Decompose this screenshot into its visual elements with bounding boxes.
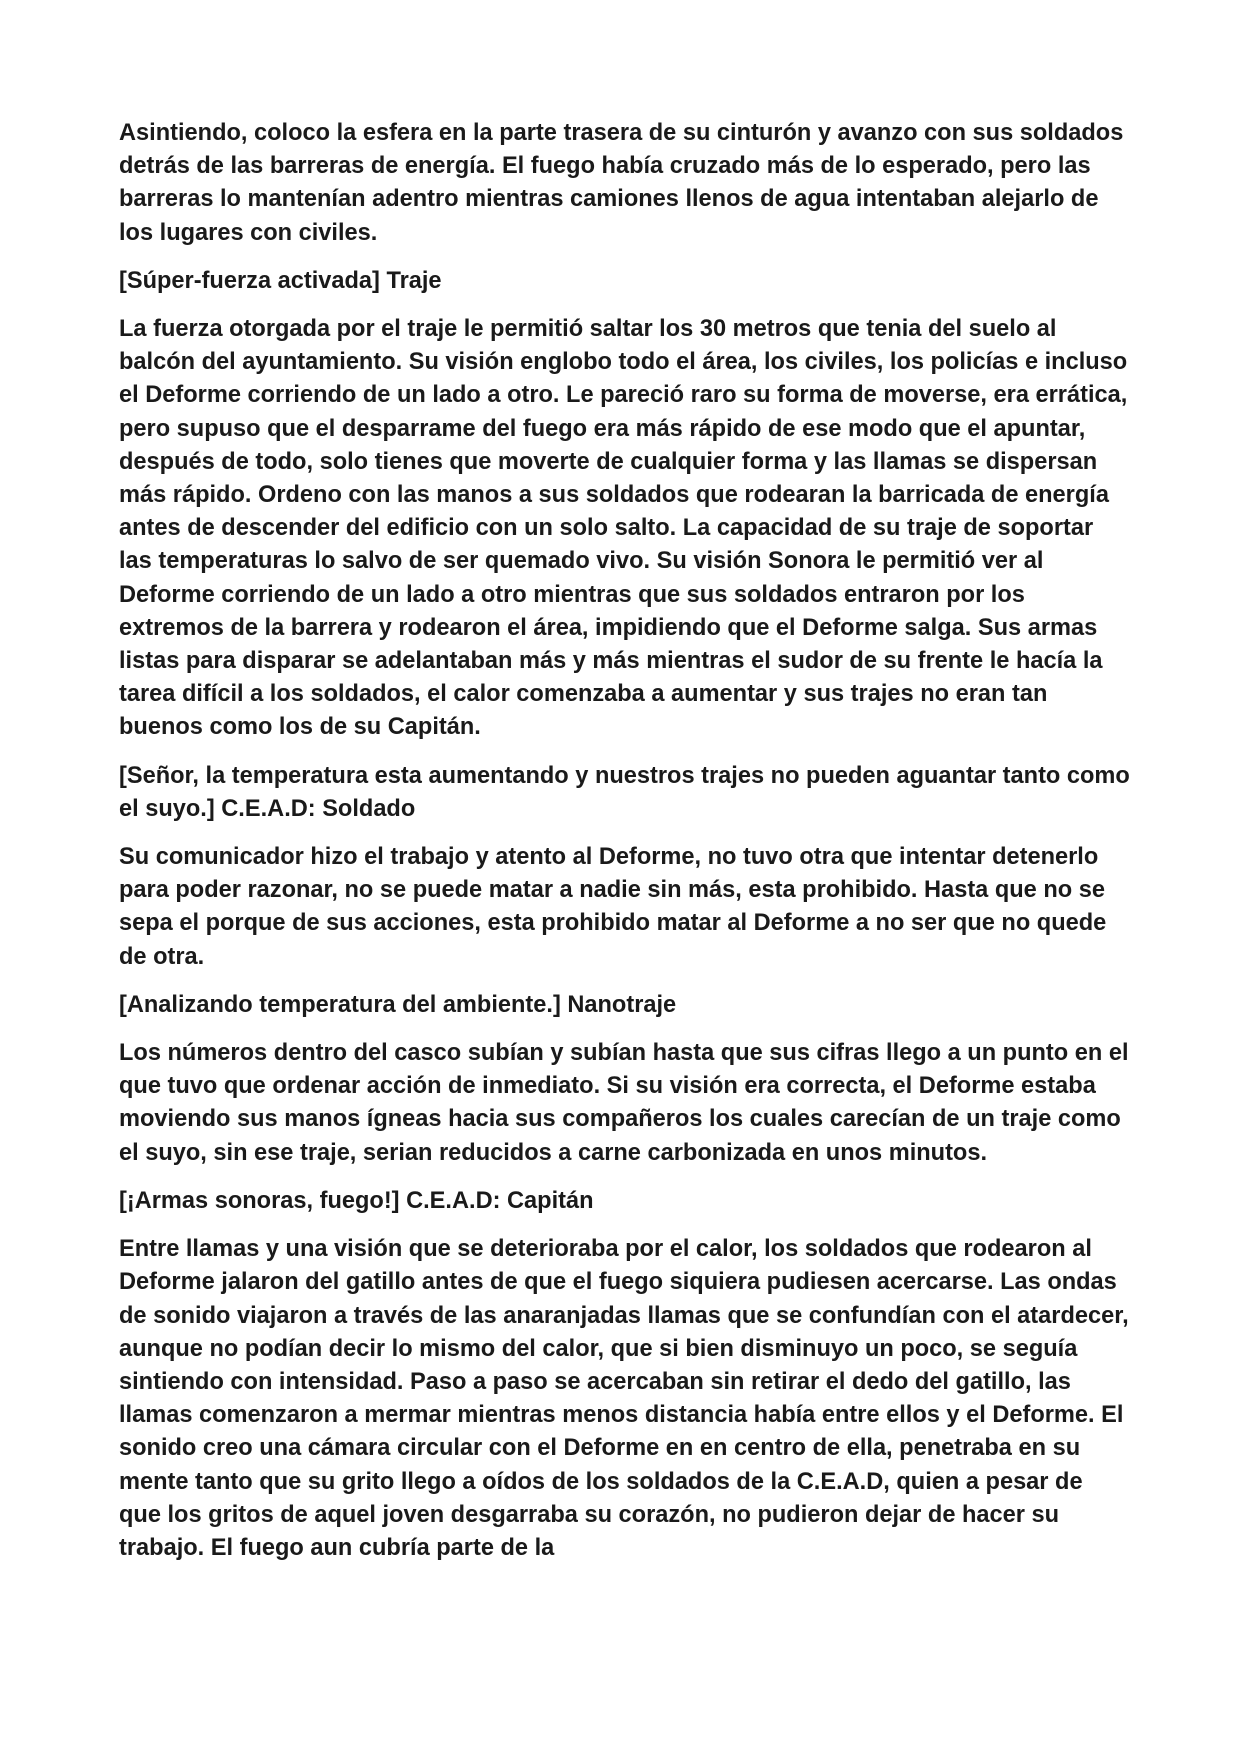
paragraph-2: La fuerza otorgada por el traje le permitió saltar los 30 metros que tenia del suelo al balcón del ayuntamiento. Su visión englobo todo el área, los civiles, los policías e incluso el Deforme corriendo de un lado a otro. Le pareció raro su forma de moverse, era errática, pero supuso que el desparrame del fuego era más rápido de ese modo que el apuntar, después de todo, solo tienes que moverte de cualquier forma y las llamas se dispersan más rápido. Ordeno con las manos a sus soldados que rodearan la barricada de energía antes de descender del edificio con un solo salto. La capacidad de su traje de soportar las temperaturas lo salvo de ser quemado vivo. Su visión Sonora le permitió ver al Deforme corriendo de un lado a otro mientras que sus soldados entraron por los extremos de la barrera y rodearon el área, impidiendo que el Deforme salga. Sus armas listas para disparar se adelantaban más y más mientras el sudor de su frente le hacía la tarea difícil a los soldados, el calor comenzaba a aumentar y sus trajes no eran tan buenos como los de su Capitán. [119, 316, 1128, 741]
paragraph-3: Su comunicador hizo el trabajo y atento al Deforme, no tuvo otra que intentar detenerlo para poder razonar, no se puede matar a nadie sin más, esta prohibido. Hasta que no se sepa el porque de sus acciones, esta prohibido matar al Deforme a no ser que no quede de otra. [119, 844, 1107, 970]
document-body [119, 117, 1131, 1580]
speaker-line-3: [Analizando temperatura del ambiente.] Nanotraje [119, 991, 677, 1018]
paragraph-1: Asintiendo, coloco la esfera en la parte trasera de su cinturón y avanzo con sus soldados detrás de las barreras de energía. El fuego había cruzado más de lo esperado, pero las barreras lo mantenían adentro mientras camiones llenos de agua intentaban alejarlo de los lugares con civiles. [119, 120, 1124, 246]
paragraph-4: Los números dentro del casco subían y subían hasta que sus cifras llego a un punto en el que tuvo que ordenar acción de inmediato. Si su visión era correcta, el Deforme estaba moviendo sus manos ígneas hacia sus compañeros los cuales carecían de un traje como el suyo, sin ese traje, serian reducidos a carne carbonizada en unos minutos. [119, 1040, 1129, 1166]
speaker-line-2: [Señor, la temperatura esta aumentando y nuestros trajes no pueden aguantar tanto como el suyo.] C.E.A.D: Soldado [119, 762, 1130, 822]
speaker-line-1: [Súper-fuerza activada] Traje [119, 267, 442, 294]
speaker-line-4: [¡Armas sonoras, fuego!] C.E.A.D: Capitán [119, 1187, 594, 1214]
paragraph-5: Entre llamas y una visión que se deterioraba por el calor, los soldados que rodearon al Deforme jalaron del gatillo antes de que el fuego siquiera pudiesen acercarse. Las ondas de sonido viajaron a través de las anaranjadas llamas que se confundían con el atardecer, aunque no podían decir lo mismo del calor, que si bien disminuyo un poco, se seguía sintiendo con intensidad. Paso a paso se acercaban sin retirar el dedo del gatillo, las llamas comenzaron a mermar mientras menos distancia había entre ellos y el Deforme. El sonido creo una cámara circular con el Deforme en en centro de ella, penetraba en su mente tanto que su grito llego a oídos de los soldados de la C.E.A.D, quien a pesar de que los gritos de aquel joven desgarraba su corazón, no pudieron dejar de hacer su trabajo. El fuego aun cubría parte de la [119, 1236, 1129, 1561]
